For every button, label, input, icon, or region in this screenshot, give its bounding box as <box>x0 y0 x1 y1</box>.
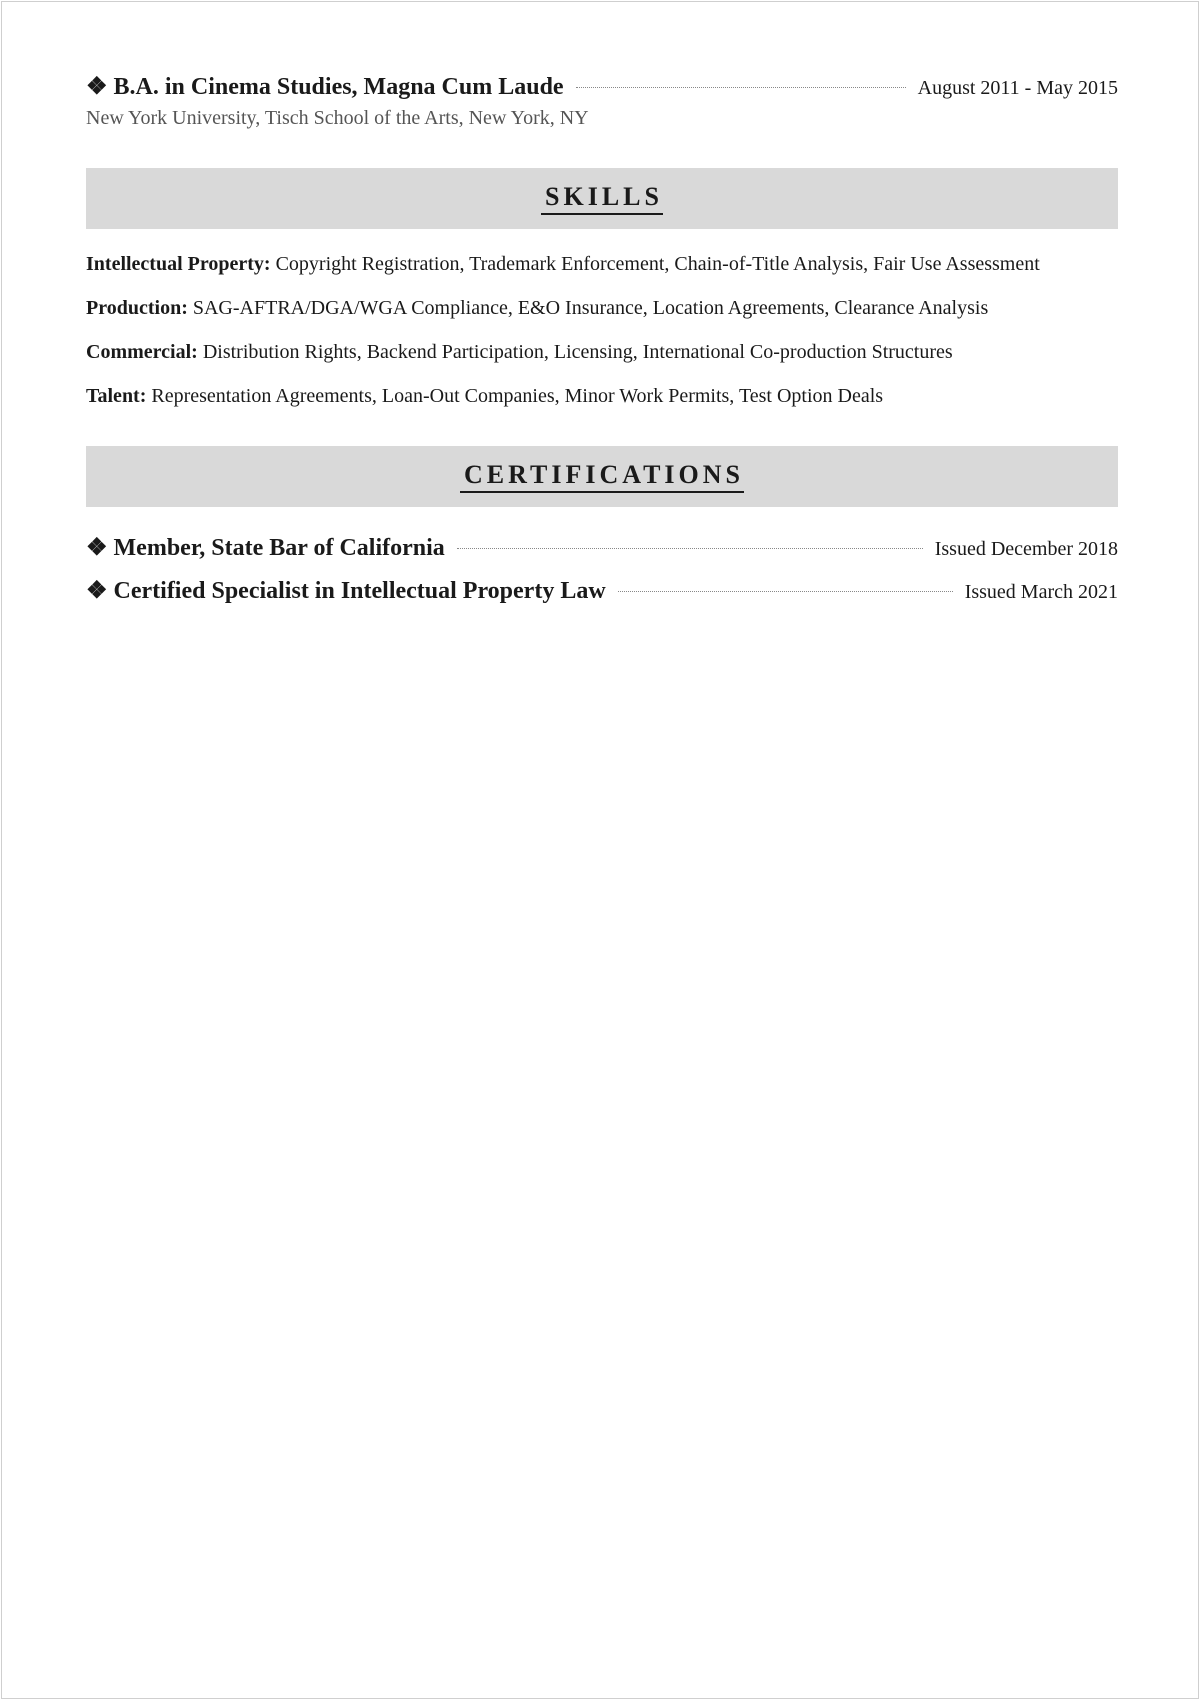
skill-value: SAG-AFTRA/DGA/WGA Compliance, E&O Insurance, Location Agreements, Clearance Analysis <box>192 297 989 319</box>
certification-entry <box>86 576 1118 605</box>
certification-name: Member, State Bar of California <box>113 535 445 561</box>
skill-line <box>86 341 1118 364</box>
skill-label: Production: <box>86 297 188 319</box>
dotted-leader <box>618 591 953 592</box>
certifications-heading: CERTIFICATIONS <box>460 460 744 493</box>
diamond-bullet-icon: ❖ <box>86 74 108 100</box>
dotted-leader <box>576 87 906 88</box>
resume-page <box>1 1 1199 1699</box>
certification-title <box>86 533 445 562</box>
diamond-bullet-icon: ❖ <box>86 578 108 604</box>
skill-value: Copyright Registration, Trademark Enforcement, Chain-of-Title Analysis, Fair Use Assessment <box>275 253 1040 275</box>
dotted-leader <box>457 548 923 549</box>
skill-line <box>86 297 1118 320</box>
certification-date: Issued March 2021 <box>964 581 1118 603</box>
resume-content <box>86 72 1118 619</box>
diamond-bullet-icon: ❖ <box>86 535 108 561</box>
certification-name: Certified Specialist in Intellectual Property Law <box>113 578 606 604</box>
education-school: New York University, Tisch School of the Arts, New York, NY <box>86 107 589 129</box>
certifications-section-header <box>86 446 1118 507</box>
skills-list <box>86 253 1118 408</box>
skills-heading: SKILLS <box>541 182 663 215</box>
skill-value: Distribution Rights, Backend Participation, Licensing, International Co-production Structures <box>202 341 953 363</box>
skills-section-header <box>86 168 1118 229</box>
skill-label: Talent: <box>86 385 147 407</box>
certification-date: Issued December 2018 <box>934 538 1118 560</box>
degree-name: B.A. in Cinema Studies, Magna Cum Laude <box>113 74 564 100</box>
education-degree-title <box>86 72 564 101</box>
education-entry <box>86 72 1118 101</box>
skill-label: Intellectual Property: <box>86 253 271 275</box>
skill-label: Commercial: <box>86 341 198 363</box>
education-dates: August 2011 - May 2015 <box>917 77 1118 99</box>
skill-line <box>86 253 1118 276</box>
certification-title <box>86 576 606 605</box>
certifications-list <box>86 533 1118 605</box>
skill-value: Representation Agreements, Loan-Out Companies, Minor Work Permits, Test Option Deals <box>151 385 884 407</box>
skill-line <box>86 385 1118 408</box>
certification-entry <box>86 533 1118 562</box>
